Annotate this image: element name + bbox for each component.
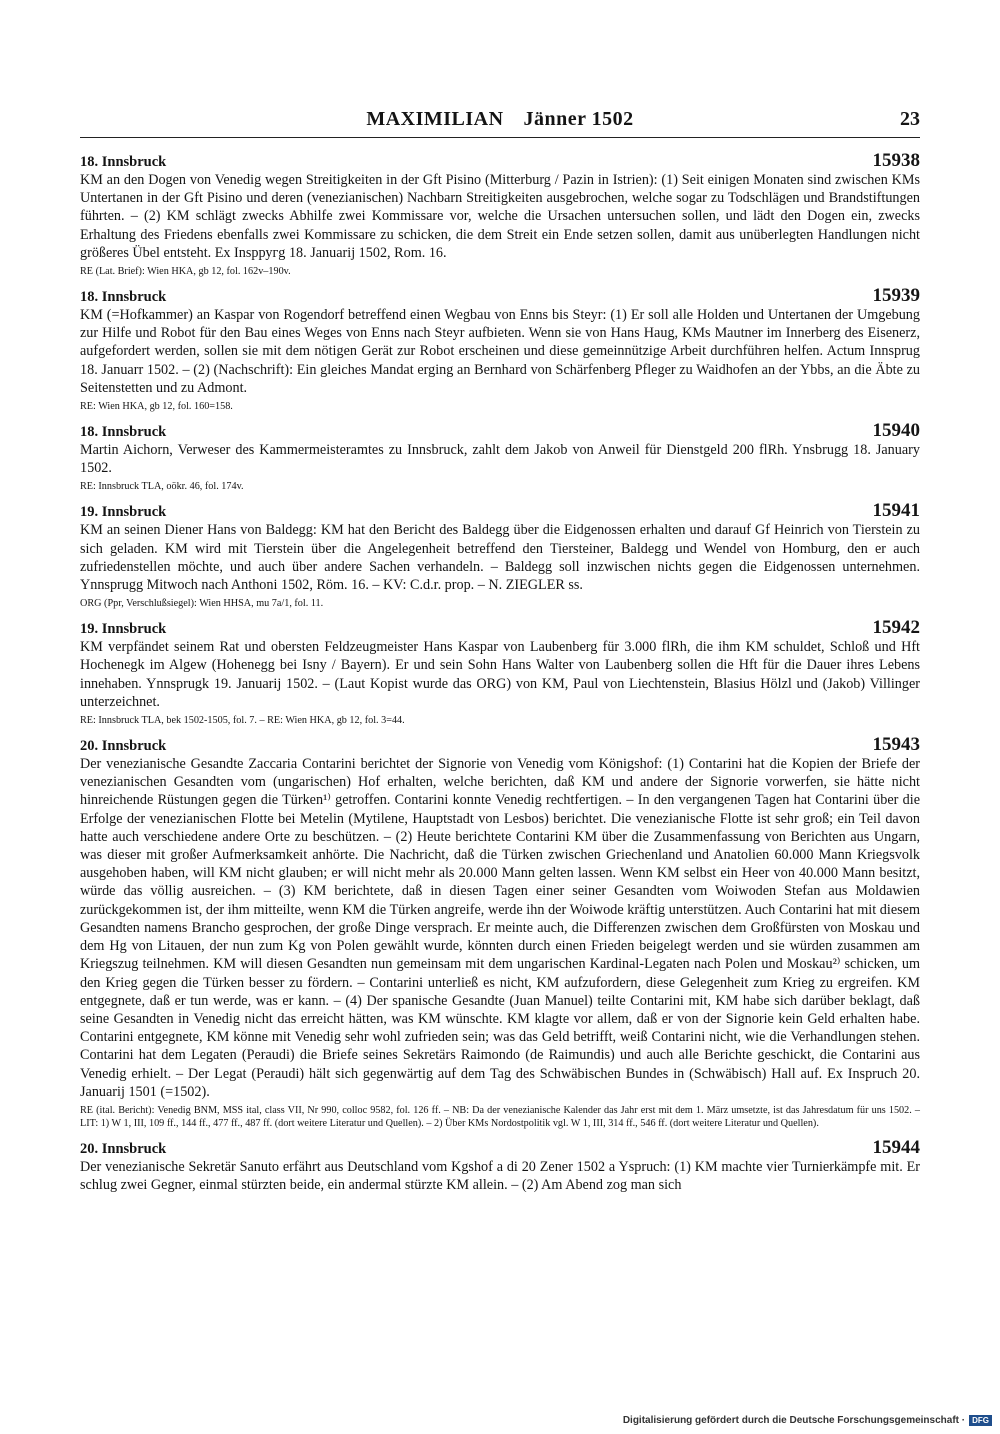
entry-date: 20. Innsbruck xyxy=(80,1140,167,1157)
entry-date: 20. Innsbruck xyxy=(80,738,167,755)
document-page xyxy=(80,108,920,1203)
entry-text: KM verpfändet seinem Rat und obersten Feldzeugmeister Hans Kaspar von Laubenberg für 3.000 flRh, die ihm KM schuldet, Schloß und Hft Hochenegk im Algew (Hohenegg bei Isny / Bayern). Er und sein Sohn Hans Walter von Laubenberg sollen die Hft für die Dauer ihres Lebens innehaben. Ynnsprugk 19. Januarij 1502. – (Laut Kopist wurde das ORG) von KM, Paul von Liechtenstein, Blasius Hölzl und (Jakob) Villinger unterzeichnet. xyxy=(80,639,920,710)
entry-number: 15944 xyxy=(872,1136,920,1158)
entry-date: 19. Innsbruck xyxy=(80,621,167,638)
entry-text: KM (=Hofkammer) an Kaspar von Rogendorf betreffend einen Wegbau von Enns bis Steyr: (1) Er soll alle Holden und Untertanen der Umgebung zur Hilfe und Robot für den Bau eines Weges von Enns nach Steyr aufbieten. Wenn sie von Hans Haug, KMs Mautner im Innerberg des Eisenerz, aufgefordert werden, sollen sie mit dem nötigen Gerät zur Robot erscheinen und diese gemeinnützige Arbeit durchführen helfen. Actum Innsprug 18. Januarr 1502. – (2) (Nachschrift): Ein gleiches Mandat erging an Bernhard von Schärfenberg Pfleger zu Waidhofen an der Ybbs, an die Äbte zu Seitenstetten und zu Admont. xyxy=(80,307,920,396)
entry-source: RE: Innsbruck TLA, oökr. 46, fol. 174v. xyxy=(80,481,244,493)
running-title-name: MAXIMILIAN xyxy=(366,108,504,130)
running-header xyxy=(80,108,920,138)
entry-number: 15940 xyxy=(872,420,920,442)
entry-text: Der venezianische Sekretär Sanuto erfährt aus Deutschland vom Kgshof a di 20 Zener 1502 a Yspruch: (1) KM machte vier Turnierkämpfe mit. Er schlug zwei Gegner, einmal stürzten beide, ein andermal stürzte KM allein. – (2) Am Abend zog man sich xyxy=(80,1158,920,1194)
entry-15939 xyxy=(80,287,920,413)
entry-date: 18. Innsbruck xyxy=(80,154,167,170)
entry-15944 xyxy=(80,1136,920,1194)
footer-text: Digitalisierung gefördert durch die Deutsche Forschungsgemeinschaft · xyxy=(622,1415,966,1426)
entry-number: 15943 xyxy=(872,734,920,756)
running-title xyxy=(110,108,890,131)
entry-15938 xyxy=(80,152,920,278)
entry-15943 xyxy=(80,736,920,1130)
entry-text: KM an den Dogen von Venedig wegen Streitigkeiten in der Gft Pisino (Mitterburg / Pazin in Istrien): (1) Seit einigen Monaten sind zwischen KMs Untertanen in der Gft Pisino und deren (venezianischen) Nachbarn Streitigkeiten ausgebrochen, welche sogar zu Todschlägen und Brandstiftungen führten. – (2) KM schlägt zwecks Abhilfe zwei Kommissare vor, welche die Ursachen untersuchen sollen, und lädt den Dogen ein, zwecks Erhaltung des Friedens ebenfalls zwei Kommissare zu schicken, die dem Streit ein Ende setzen sollen, damit aus unüberlegten Handlungen nicht größeres Übel entsteht. Ex Inspругg 18. Januarij 1502, Rom. 16. xyxy=(80,172,920,261)
entry-source: RE (ital. Bericht): Venedig BNM, MSS ital, class VII, Nr 990, colloc 9582, fol. 126 ff. – NB: Da der venezianische Kalender das Jahr erst mit dem 1. März umsetzte, ist das Jahresdatum für uns 1502. – LIT: 1) W 1, III, 109 ff., 144 ff., 477 ff., 487 ff. (dort weitere Literatur und Quellen). – 2) Über KMs Nordostpolitik vgl. W 1, III, 314 ff., 546 ff. (dort weitere Literatur und Quellen). xyxy=(80,1104,920,1129)
entry-date: 19. Innsbruck xyxy=(80,504,167,521)
entry-15940 xyxy=(80,422,920,493)
entry-date: 18. Innsbruck xyxy=(80,424,167,441)
entry-date: 18. Innsbruck xyxy=(80,289,167,306)
entry-text: Martin Aichorn, Verweser des Kammermeisteramtes zu Innsbruck, zahlt dem Jakob von Anweil für Dienstgeld 200 flRh. Ynsbrugg 18. January 1502. xyxy=(80,442,920,477)
digitization-footer xyxy=(623,1415,992,1426)
dfg-logo-icon: DFG xyxy=(969,1415,992,1426)
entry-source: ORG (Ppr, Verschlußsiegel): Wien HHSA, mu 7a/1, fol. 11. xyxy=(80,598,324,610)
entry-number: 15942 xyxy=(872,617,920,639)
entry-number: 15938 xyxy=(872,150,920,171)
entry-text: Der venezianische Gesandte Zaccaria Contarini berichtet der Signorie von Venedig vom Königshof: (1) Contarini hat die Kopien der Briefe der venezianischen Gesandten vom (ungarischen) Hof erhalten, welche berichten, daß KM und andere der Signorie vorwerfen, sie hätte nicht hinreichende Rüstungen gegen die Türken¹⁾ getroffen. Contarini konnte Venedig rechtfertigen. – In den vergangenen Tagen hat Contarini über die Erfolge der venezianischen Flotte bei Metelin (Mytilene, Hauptstadt von Lesbos) berichtet. Die venezianische Flotte ist sehr groß; ein Teil davon hatte auch verschiedene andere Orte zu beschützen. – (2) Heute berichtete Contarini KM über die Zusammenfassung von Berichten aus Ungarn, was dieser mit großer Aufmerksamkeit anhörte. Die Nachricht, daß die Türken zwischen Griechenland und Anatolien 60.000 Mann Kriegsvolk ausgehoben haben, will KM nicht glauben; er will nicht mehr als 20.000 Mann gelten lassen. Wenn KM selbst ein Heer von 40.000 Mann besitzt, würde das völlig ausreichen. – (3) KM berichtete, daß in diesen Tagen einer seiner Gesandten vom Woiwoden Stefan aus Moldawien zurückgekommen ist, der ihm mitteilte, wenn KM die Türken angreife, werde ihn der Woiwode kräftig unterstützen. Auch Contarini hat mit diesem Gesandten namens Brancho gesprochen, der große Dinge versprach. Er meinte auch, die Differenzen zwischen dem Großfürsten von Moskau und dem Hg von Litauen, der nun zum Kg von Polen gewählt wurde, könnten durch einen Frieden beigelegt werden und sie würden zusammen am Kriegszug teilnehmen. KM will diesen Gesandten nun gemeinsam mit dem ungarischen Kardinal-Legaten nach Polen und Moskau²⁾ schicken, um den Krieg gegen die Türken besser zu fördern. – Contarini unterließ es nicht, KM aufzufordern, diese Gelegenheit zum Krieg zu ergreifen. KM entgegnete, daß er tun werde, was er kann. – (4) Der spanische Gesandte (Juan Manuel) teilte Contarini mit, KM habe sich darüber beklagt, daß seine Gesandten in Venedig nicht das erreicht hätten, was KM wünschte. KM klagte vor allem, daß er von der Signorie kein Geld erhalten habe. Contarini entgegnete, KM könne mit Venedig sehr wohl zufrieden sein; was das Geld betrifft, weiß Contarini nicht, wie die Verhandlungen stehen. Contarini hat dem Legaten (Peraudi) die Briefe seines Sekretärs Raimondo (de Raimundis) und auch alle Berichte geschickt, die Contarini aus Venedig erhielt. – Der Legat (Peraudi) hält sich gegenwärtig auf dem Tag des Schwäbischen Bundes in (Schwäbisch) Hall auf. Ex Inspruch 20. Januarij 1501 (=1502). xyxy=(80,756,920,1100)
entry-source: RE: Innsbruck TLA, bek 1502-1505, fol. 7. – RE: Wien HKA, gb 12, fol. 3=44. xyxy=(80,715,405,727)
entry-text: KM an seinen Diener Hans von Baldegg: KM hat den Bericht des Baldegg über die Eidgenossen erhalten und darauf Gf Heinrich von Tierstein zu sich geladen. KM wird mit Tierstein über die Angelegenheit betreffend den Tiersteiner, Baldegg und Wendel von Homburg, den er auch zufriedenstellen möchte, und auch über andere Sachen verhandeln. – Baldegg soll inzwischen nichts gegen die Eidgenossen unternehmen. Ynnsprugg Mitwoch nach Anthoni 1502, Röm. 16. – KV: C.d.r. prop. – N. ZIEGLER ss. xyxy=(80,522,920,594)
running-title-month: Jänner 1502 xyxy=(523,108,634,130)
entry-number: 15941 xyxy=(872,500,920,522)
entry-number: 15939 xyxy=(872,285,920,307)
entry-source: RE: Wien HKA, gb 12, fol. 160=158. xyxy=(80,401,233,413)
entry-source: RE (Lat. Brief): Wien HKA, gb 12, fol. 162v–190v. xyxy=(80,266,291,278)
entry-15942 xyxy=(80,619,920,727)
page-number: 23 xyxy=(900,108,920,130)
entry-15941 xyxy=(80,502,920,610)
